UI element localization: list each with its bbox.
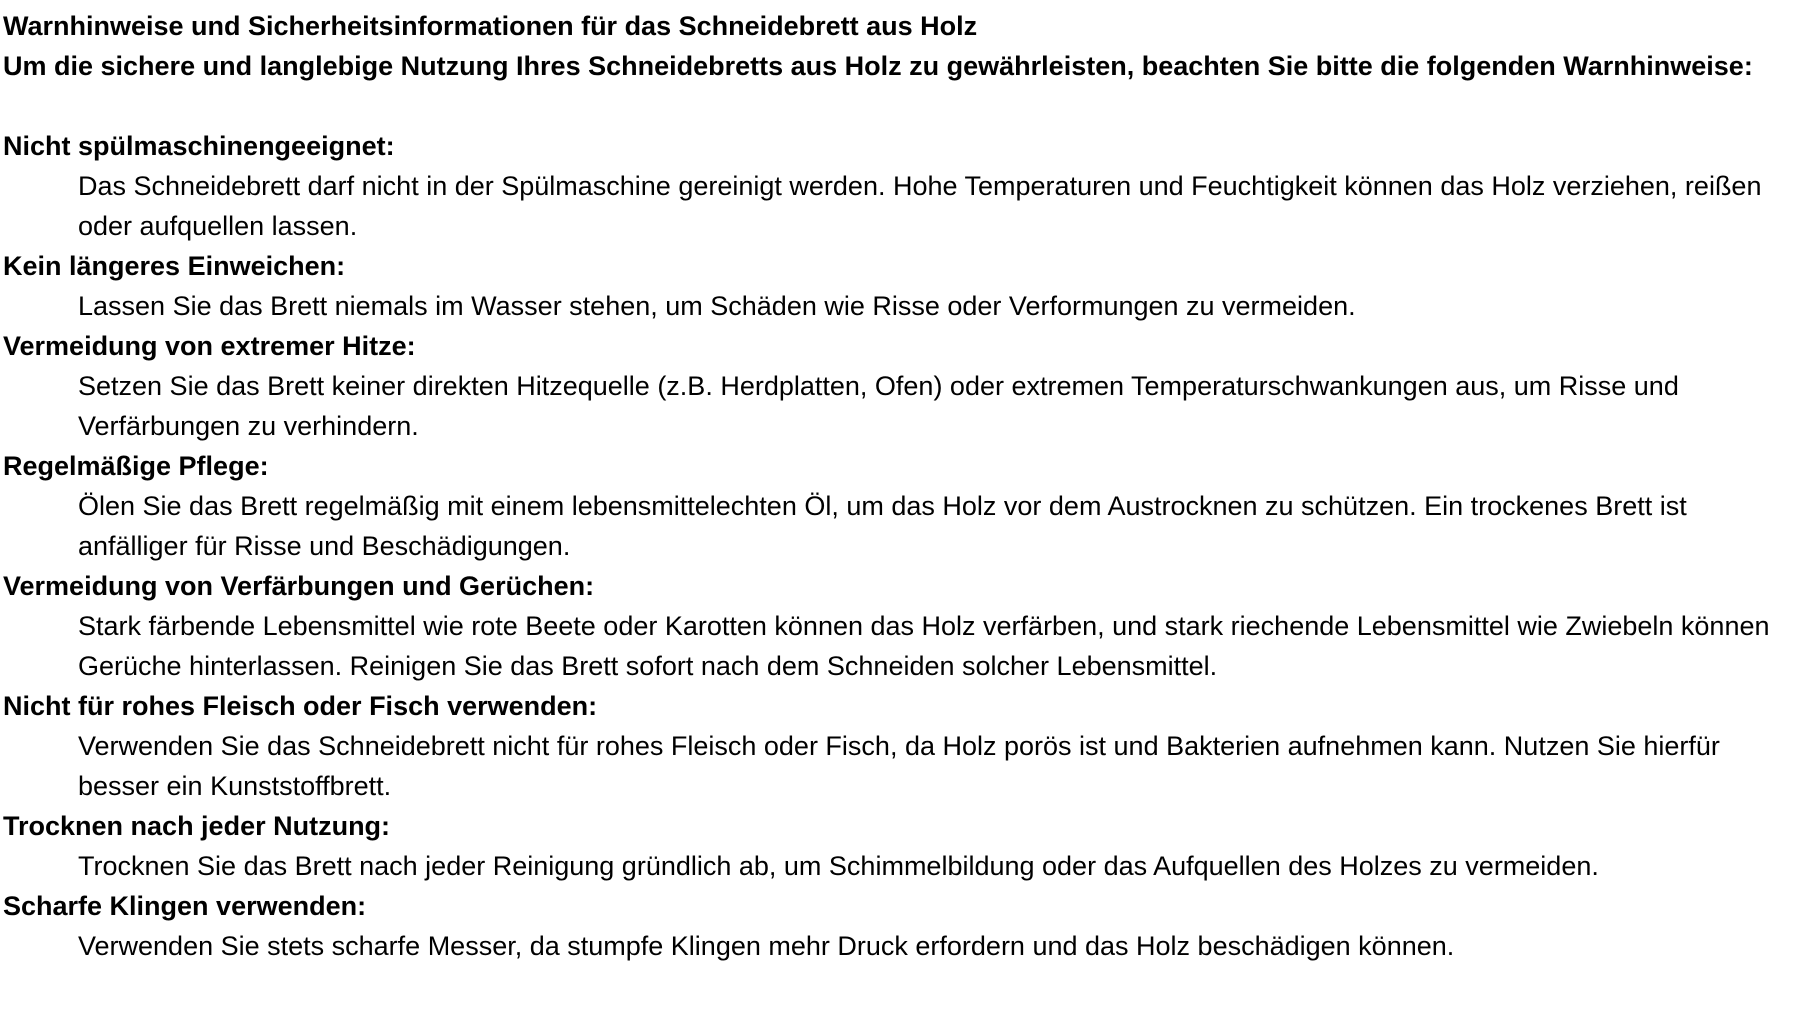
section-drying <box>3 806 1809 886</box>
section-text: Ölen Sie das Brett regelmäßig mit einem lebensmittelechten Öl, um das Holz vor dem Austrocknen zu schützen. Ein trockenes Brett ist anfälliger für Risse und Beschädigungen. <box>78 491 1687 561</box>
section-heat <box>3 326 1809 446</box>
document <box>3 6 1809 966</box>
section-text: Lassen Sie das Brett niemals im Wasser stehen, um Schäden wie Risse oder Verformungen zu vermeiden. <box>78 291 1356 321</box>
section-text: Trocknen Sie das Brett nach jeder Reinigung gründlich ab, um Schimmelbildung oder das Aufquellen des Holzes zu vermeiden. <box>78 851 1599 881</box>
section-heading: Vermeidung von Verfärbungen und Gerüchen: <box>3 571 595 601</box>
section-heading: Vermeidung von extremer Hitze: <box>3 331 416 361</box>
document-title: Warnhinweise und Sicherheitsinformationen für das Schneidebrett aus Holz <box>3 11 978 41</box>
section-sharp-blades <box>3 886 1809 966</box>
section-heading: Kein längeres Einweichen: <box>3 251 346 281</box>
section-text: Das Schneidebrett darf nicht in der Spülmaschine gereinigt werden. Hohe Temperaturen und Feuchtigkeit können das Holz verziehen, reißen oder aufquellen lassen. <box>78 171 1762 241</box>
section-dishwasher <box>3 126 1809 246</box>
blank-line <box>3 86 1809 126</box>
section-soaking <box>3 246 1809 326</box>
section-text: Setzen Sie das Brett keiner direkten Hitzequelle (z.B. Herdplatten, Ofen) oder extremen Temperaturschwankungen aus, um Risse und Verfärbungen zu verhindern. <box>78 371 1679 441</box>
section-heading: Scharfe Klingen verwenden: <box>3 891 367 921</box>
document-intro: Um die sichere und langlebige Nutzung Ihres Schneidebretts aus Holz zu gewährleisten, beachten Sie bitte die folgenden Warnhinweise: <box>3 51 1753 81</box>
section-discoloration <box>3 566 1809 686</box>
section-heading: Nicht spülmaschinengeeignet: <box>3 131 395 161</box>
section-text: Stark färbende Lebensmittel wie rote Beete oder Karotten können das Holz verfärben, und stark riechende Lebensmittel wie Zwiebeln können Gerüche hinterlassen. Reinigen Sie das Brett sofort nach dem Schneiden solcher Lebensmittel. <box>78 611 1770 681</box>
section-text: Verwenden Sie stets scharfe Messer, da stumpfe Klingen mehr Druck erfordern und das Holz beschädigen können. <box>78 931 1455 961</box>
section-heading: Regelmäßige Pflege: <box>3 451 269 481</box>
section-text: Verwenden Sie das Schneidebrett nicht für rohes Fleisch oder Fisch, da Holz porös ist und Bakterien aufnehmen kann. Nutzen Sie hierfür besser ein Kunststoffbrett. <box>78 731 1720 801</box>
section-care <box>3 446 1809 566</box>
section-raw-meat <box>3 686 1809 806</box>
section-heading: Nicht für rohes Fleisch oder Fisch verwenden: <box>3 691 598 721</box>
section-heading: Trocknen nach jeder Nutzung: <box>3 811 391 841</box>
